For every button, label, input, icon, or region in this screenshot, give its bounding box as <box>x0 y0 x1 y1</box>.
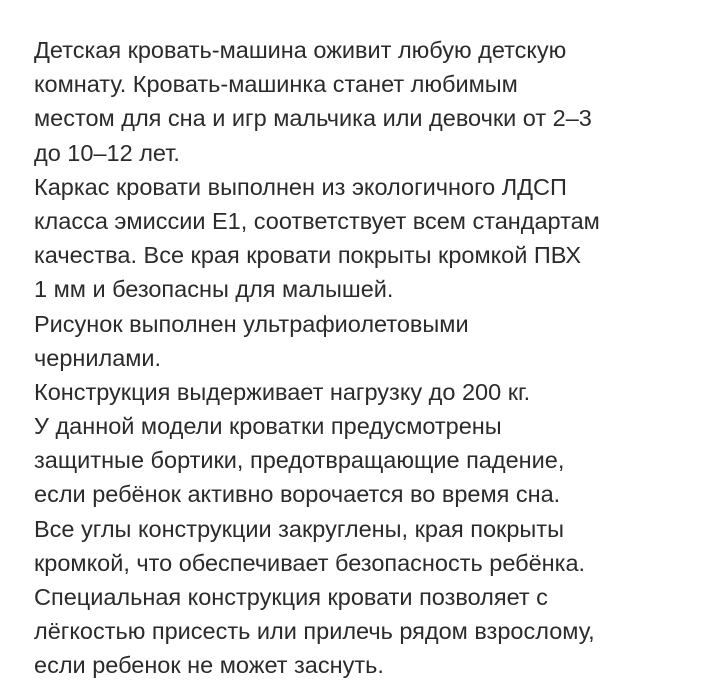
description-line: 1 мм и безопасны для малышей. <box>34 276 394 303</box>
product-description <box>34 33 704 683</box>
description-line: Конструкция выдерживает нагрузку до 200 кг. <box>34 378 531 405</box>
description-line: качества. Все края кровати покрыты кромкой ПВХ <box>34 242 582 269</box>
description-line: до 10–12 лет. <box>34 139 180 166</box>
description-line: чернилами. <box>34 344 162 371</box>
description-line: если ребёнок активно ворочается во время сна. <box>34 481 561 508</box>
description-line: Специальная конструкция кровати позволяет с <box>34 584 548 610</box>
description-line: Рисунок выполнен ультрафиолетовыми <box>34 310 469 337</box>
description-line: Каркас кровати выполнен из экологичного ЛДСП <box>34 173 567 200</box>
description-line: У данной модели кроватки предусмотрены <box>34 413 502 440</box>
description-line: кромкой, что обеспечивает безопасность ребёнка. <box>34 549 586 576</box>
description-line: местом для сна и игр мальчика или девочки от 2–3 <box>34 105 592 132</box>
description-line: если ребенок не может заснуть. <box>34 652 384 679</box>
description-line: класса эмиссии Е1, соответствует всем стандартам <box>34 207 600 234</box>
description-line: лёгкостью присесть или прилечь рядом взрослому, <box>34 618 595 645</box>
description-line: защитные бортики, предотвращающие падение, <box>34 447 565 474</box>
description-line: Все углы конструкции закруглены, края покрыты <box>34 515 564 542</box>
description-line: Детская кровать-машина оживит любую детскую <box>34 37 567 63</box>
description-line: комнату. Кровать-машинка станет любимым <box>34 71 518 98</box>
